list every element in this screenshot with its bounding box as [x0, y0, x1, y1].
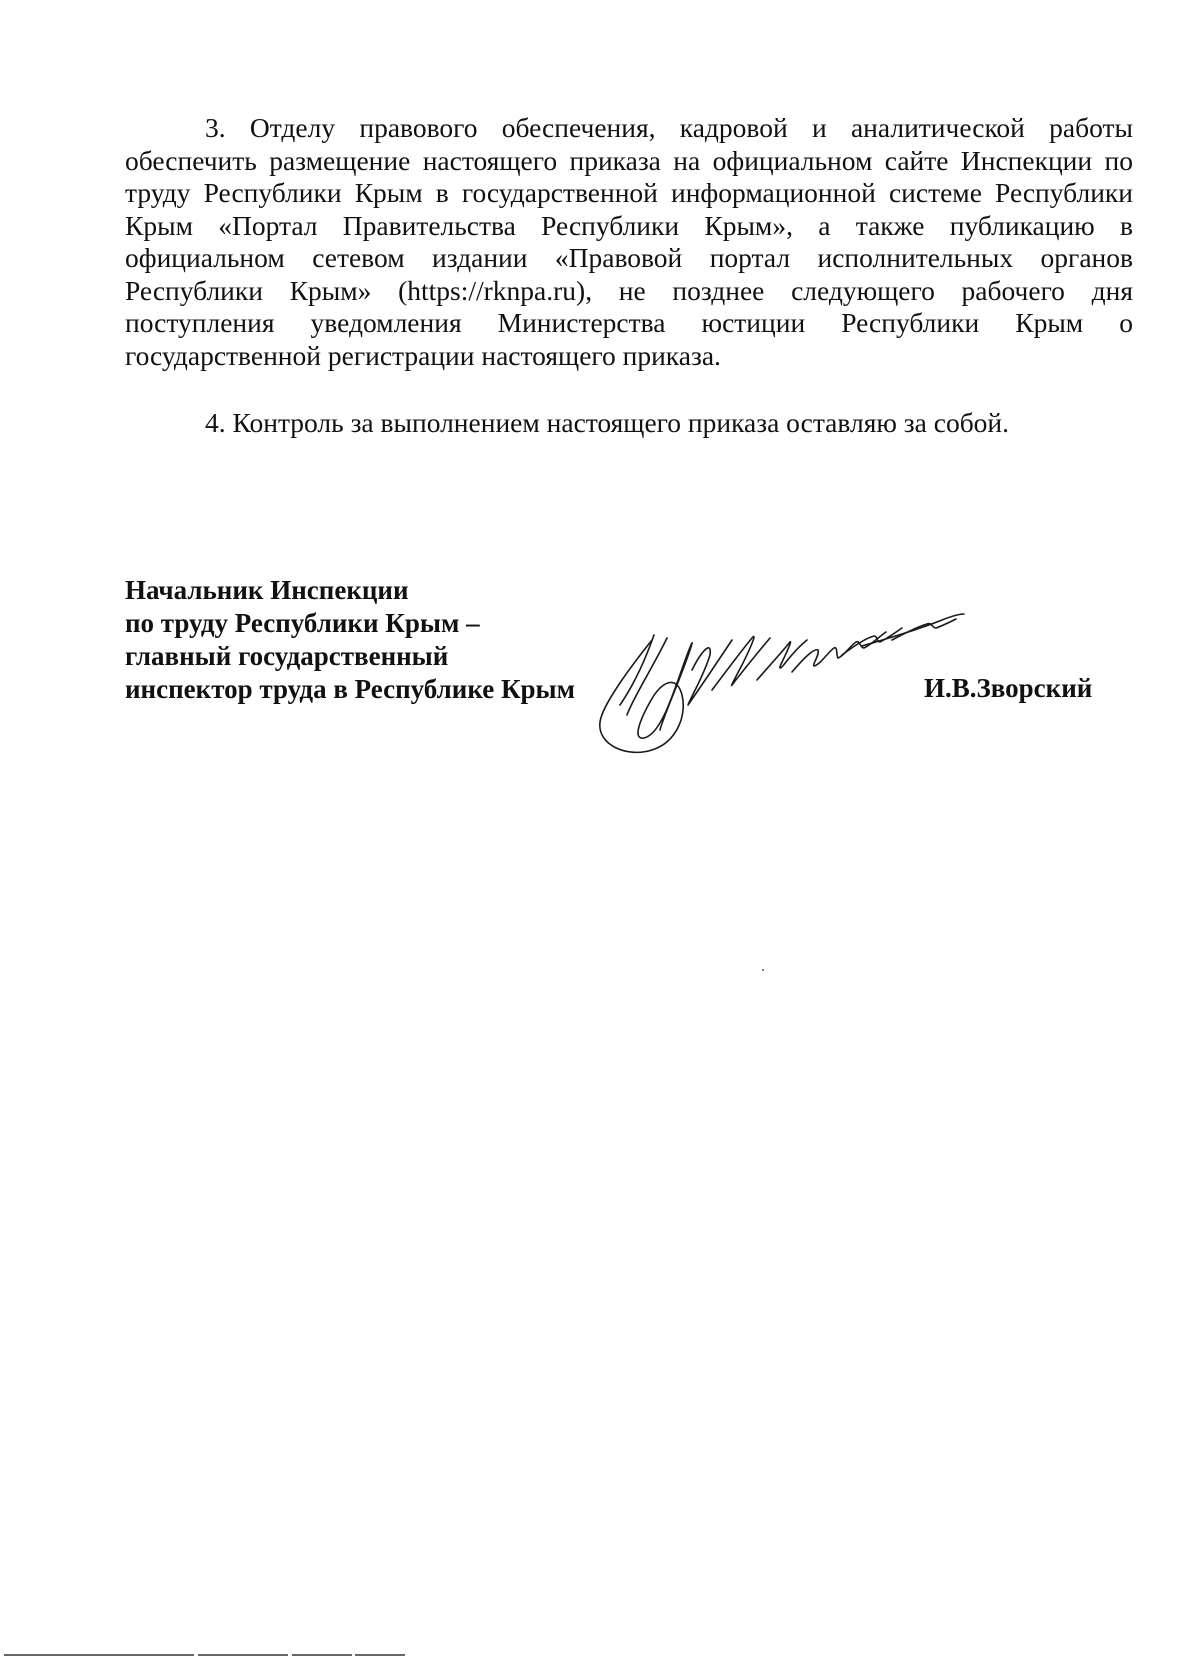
position-line-2: по труду Республики Крым –: [125, 608, 480, 638]
position-line-3: главный государственный: [125, 641, 449, 671]
signatory-name: И.В.Зворский: [924, 673, 1093, 703]
footer-divider: [4, 1653, 406, 1657]
position-line-4: инспектор труда в Республике Крым: [125, 674, 576, 704]
position-line-1: Начальник Инспекции: [125, 575, 409, 605]
signatory-position: [125, 574, 575, 706]
paragraph-4: 4. Контроль за выполнением настоящего приказа оставляю за собой.: [205, 407, 1010, 438]
scan-speck: [762, 969, 764, 971]
paragraph-3: 3. Отделу правового обеспечения, кадровой и аналитической работы обеспечить размещение настоящего приказа на официальном сайте Инспекции по труду Республики Крым в государственной информационной системе Республики Крым «Портал Правительства Республики Крым», а также публикацию в официальном сетевом издании «Правовой портал исполнительных органов Республики Крым» (https://rknpa.ru), не позднее следующего рабочего дня поступления уведомления Министерства юстиции Республики Крым о государственной регистрации настоящего приказа.: [125, 112, 1133, 371]
